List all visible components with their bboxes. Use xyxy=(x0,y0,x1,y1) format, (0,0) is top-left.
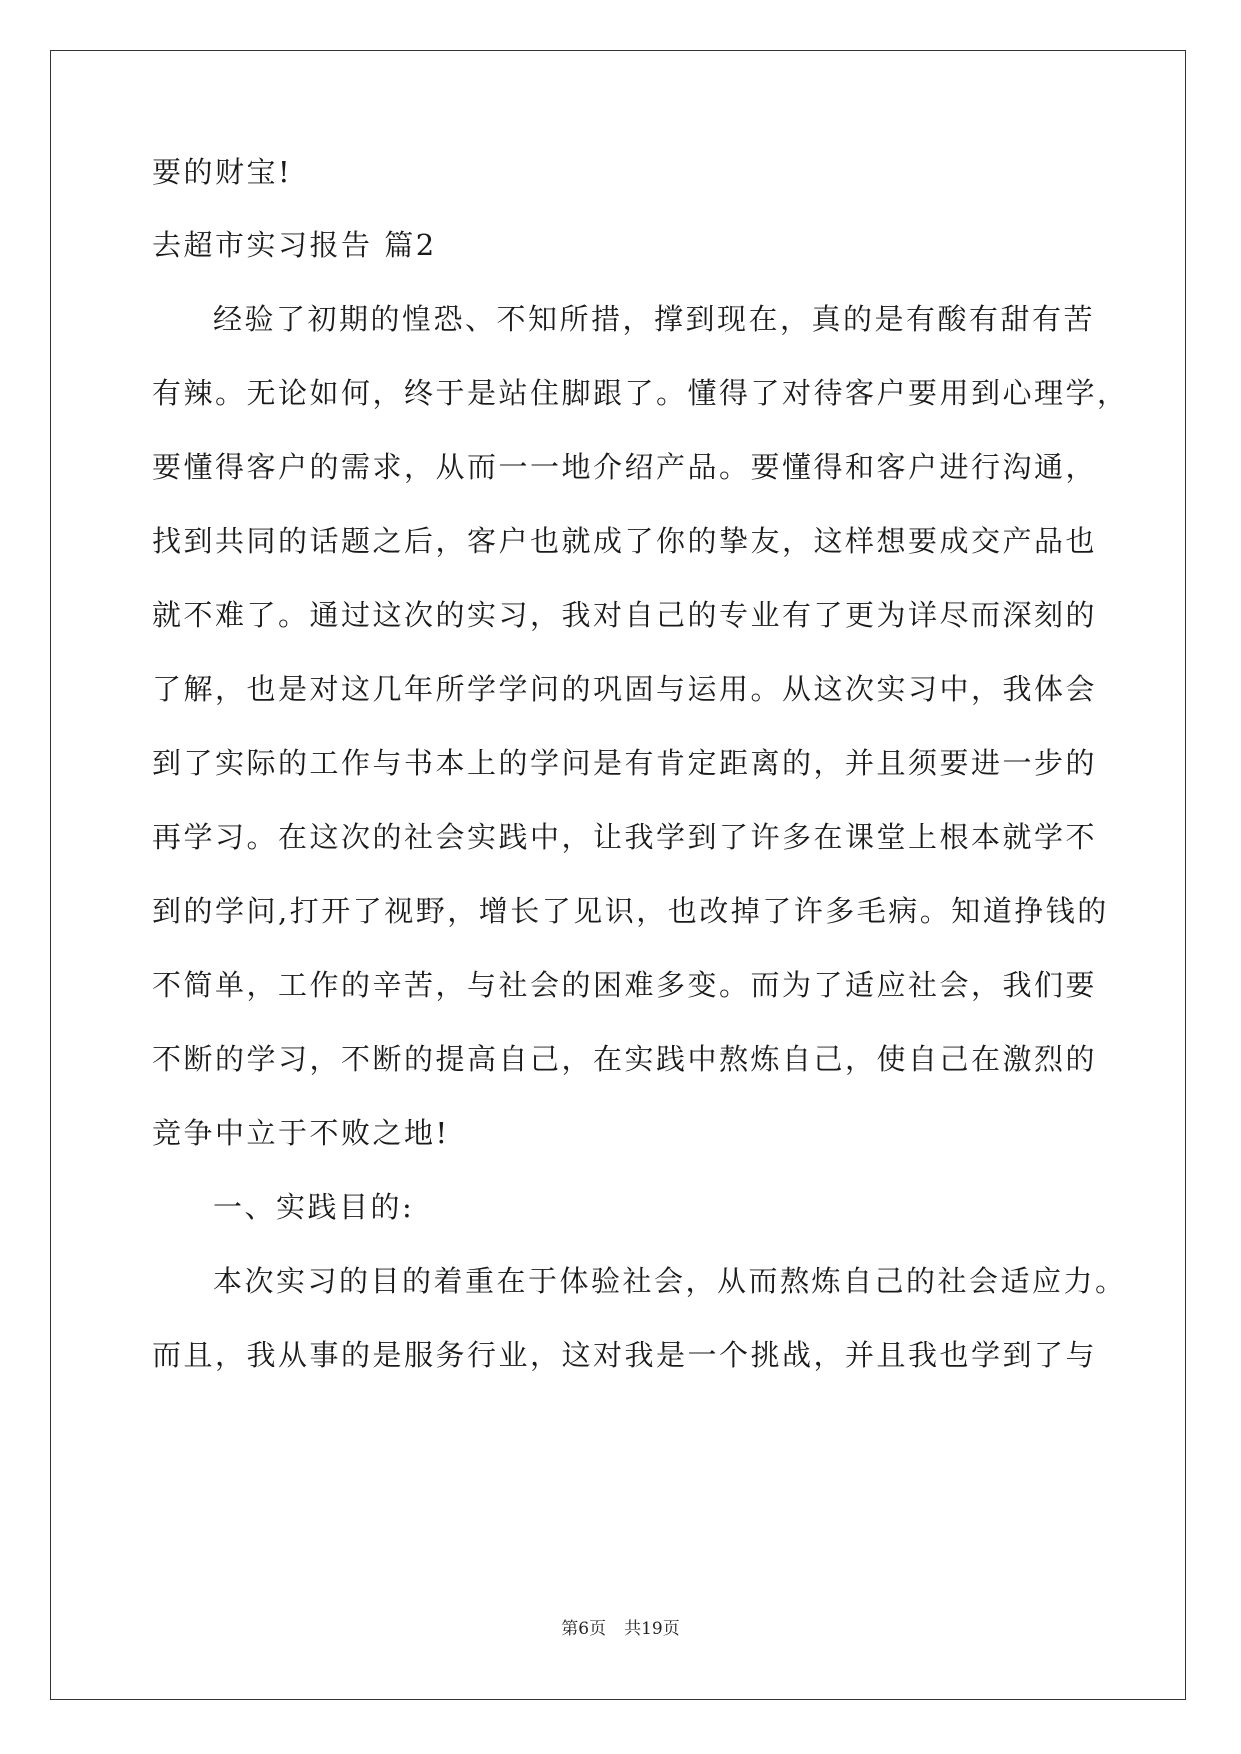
paragraph-line: 竞争中立于不败之地! xyxy=(152,1116,450,1150)
paragraph-line: 本次实习的目的着重在于体验社会，从而熬炼自己的社会适应力。 xyxy=(213,1264,1127,1298)
section-heading: 去超市实习报告 篇2 xyxy=(152,228,437,262)
subsection-heading: 一、实践目的: xyxy=(213,1190,415,1224)
paragraph-line: 找到共同的话题之后，客户也就成了你的挚友，这样想要成交产品也 xyxy=(152,524,1098,558)
paragraph-line: 有辣。无论如何，终于是站住脚跟了。懂得了对待客户要用到心理学， xyxy=(152,376,1129,410)
current-page-number: 第6页 xyxy=(561,1619,607,1639)
paragraph-line: 就不难了。通过这次的实习，我对自己的专业有了更为详尽而深刻的 xyxy=(152,598,1098,632)
text-line: 要的财宝! xyxy=(152,155,293,189)
paragraph-line: 到的学问,打开了视野，增长了见识，也改掉了许多毛病。知道挣钱的 xyxy=(152,894,1109,928)
total-pages: 共19页 xyxy=(624,1619,680,1639)
paragraph-line: 了解，也是对这几年所学学问的巩固与运用。从这次实习中，我体会 xyxy=(152,672,1098,706)
paragraph-line: 经验了初期的惶恐、不知所措，撑到现在，真的是有酸有甜有苦 xyxy=(213,302,1096,336)
page-border xyxy=(50,50,1186,1700)
paragraph-line: 再学习。在这次的社会实践中，让我学到了许多在课堂上根本就学不 xyxy=(152,820,1098,854)
page-footer xyxy=(0,1617,1241,1641)
paragraph-line: 不断的学习，不断的提高自己，在实践中熬炼自己，使自己在激烈的 xyxy=(152,1042,1098,1076)
paragraph-line: 不简单，工作的辛苦，与社会的困难多变。而为了适应社会，我们要 xyxy=(152,968,1098,1002)
paragraph-line: 而且，我从事的是服务行业，这对我是一个挑战，并且我也学到了与 xyxy=(152,1338,1098,1372)
paragraph-line: 到了实际的工作与书本上的学问是有肯定距离的，并且须要进一步的 xyxy=(152,746,1098,780)
paragraph-line: 要懂得客户的需求，从而一一地介绍产品。要懂得和客户进行沟通， xyxy=(152,450,1098,484)
